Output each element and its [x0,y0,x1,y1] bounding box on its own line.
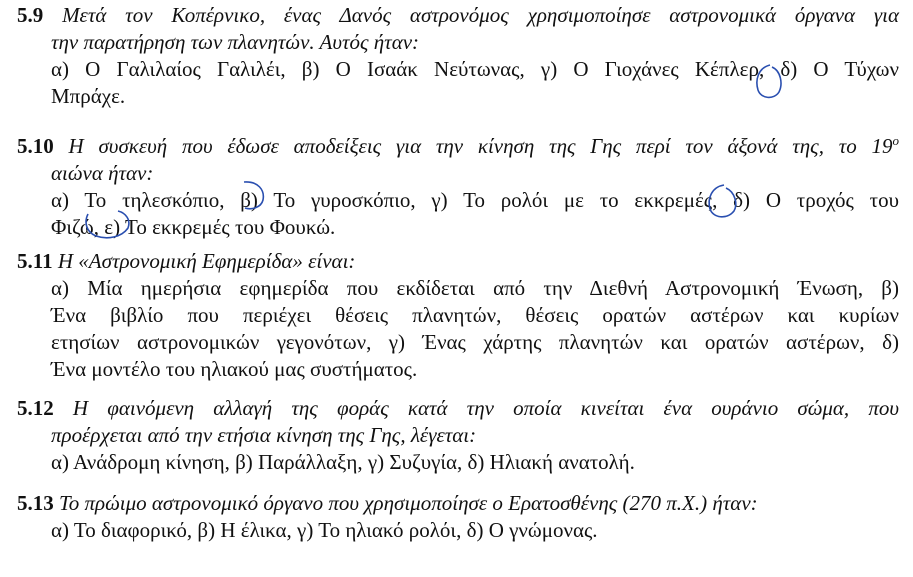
question-prompt-line [17,395,899,422]
question-prompt-line: αιώνα ήταν: [51,161,154,185]
question-5-9 [17,2,899,110]
answer-options-line: α) Μία ημερήσια εφημερίδα που εκδίδεται από την Διεθνή Αστρονομική Ένωση, β) [51,276,899,300]
answer-options-line: Ένα βιβλίο που περιέχει θέσεις πλανητών, θέσεις ορατών αστέρων και κυρίων [51,303,899,327]
question-number: 5.9 [17,3,44,27]
question-prompt-line [17,2,899,29]
superscript-ordinal: ο [892,133,899,148]
question-number: 5.12 [17,396,54,420]
question-number: 5.13 [17,491,54,515]
question-number: 5.11 [17,249,53,273]
question-5-11 [17,248,899,383]
answer-options-line: ετησίων αστρονομικών γεγονότων, γ) Ένας χάρτης πλανητών και ορατών αστέρων, δ) [51,330,899,354]
answer-options-line: α) Το τηλεσκόπιο, β) Το γυροσκόπιο, γ) Το ρολόι με το εκκρεμές, δ) Ο τροχός του [51,188,899,212]
question-prompt: Η φαινόμενη αλλαγή της φοράς κατά την οποία κινείται ένα ουράνιο σώμα, που [72,396,900,420]
answer-options-line: α) Ο Γαλιλαίος Γαλιλέι, β) Ο Ισαάκ Νεύτωνας, γ) Ο Γιοχάνες Κέπλερ, δ) Ο Τύχων [51,57,899,81]
question-prompt: Η συσκευή που έδωσε αποδείξεις για την κίνηση της Γης περί τον άξονά της, το $19^o$ [68,133,899,158]
answer-options-line: Ένα μοντέλο του ηλιακού μας συστήματος. [51,357,418,381]
question-prompt-line: προέρχεται από την ετήσια κίνηση της Γης, λέγεται: [51,423,477,447]
question-prompt: Η «Αστρονομική Εφημερίδα» είναι: [57,249,356,273]
answer-options-line: Μπράχε. [51,84,126,108]
question-prompt-line [17,490,899,517]
question-5-12 [17,395,899,476]
question-number: 5.10 [17,134,54,158]
question-prompt-line: την παρατήρηση των πλανητών. Αυτός ήταν: [51,30,420,54]
question-prompt: Το πρώιμο αστρονομικό όργανο που χρησιμοποίησε ο Ερατοσθένης (270 π.Χ.) ήταν: [59,491,758,515]
question-prompt: Μετά τον Κοπέρνικο, ένας Δανός αστρονόμος χρησιμοποίησε αστρονομικά όργανα για [62,3,900,27]
answer-options-line: Φιζώ, ε) Το εκκρεμές του Φουκώ. [51,215,336,239]
question-prompt-line [17,133,899,160]
answer-options-line: α) Το διαφορικό, β) Η έλικα, γ) Το ηλιακό ρολόι, δ) Ο γνώμονας. [51,518,598,542]
question-5-13 [17,490,899,544]
question-5-10 [17,133,899,241]
question-prompt-line [17,248,899,275]
answer-options-line: α) Ανάδρομη κίνηση, β) Παράλλαξη, γ) Συζυγία, δ) Ηλιακή ανατολή. [51,450,635,474]
